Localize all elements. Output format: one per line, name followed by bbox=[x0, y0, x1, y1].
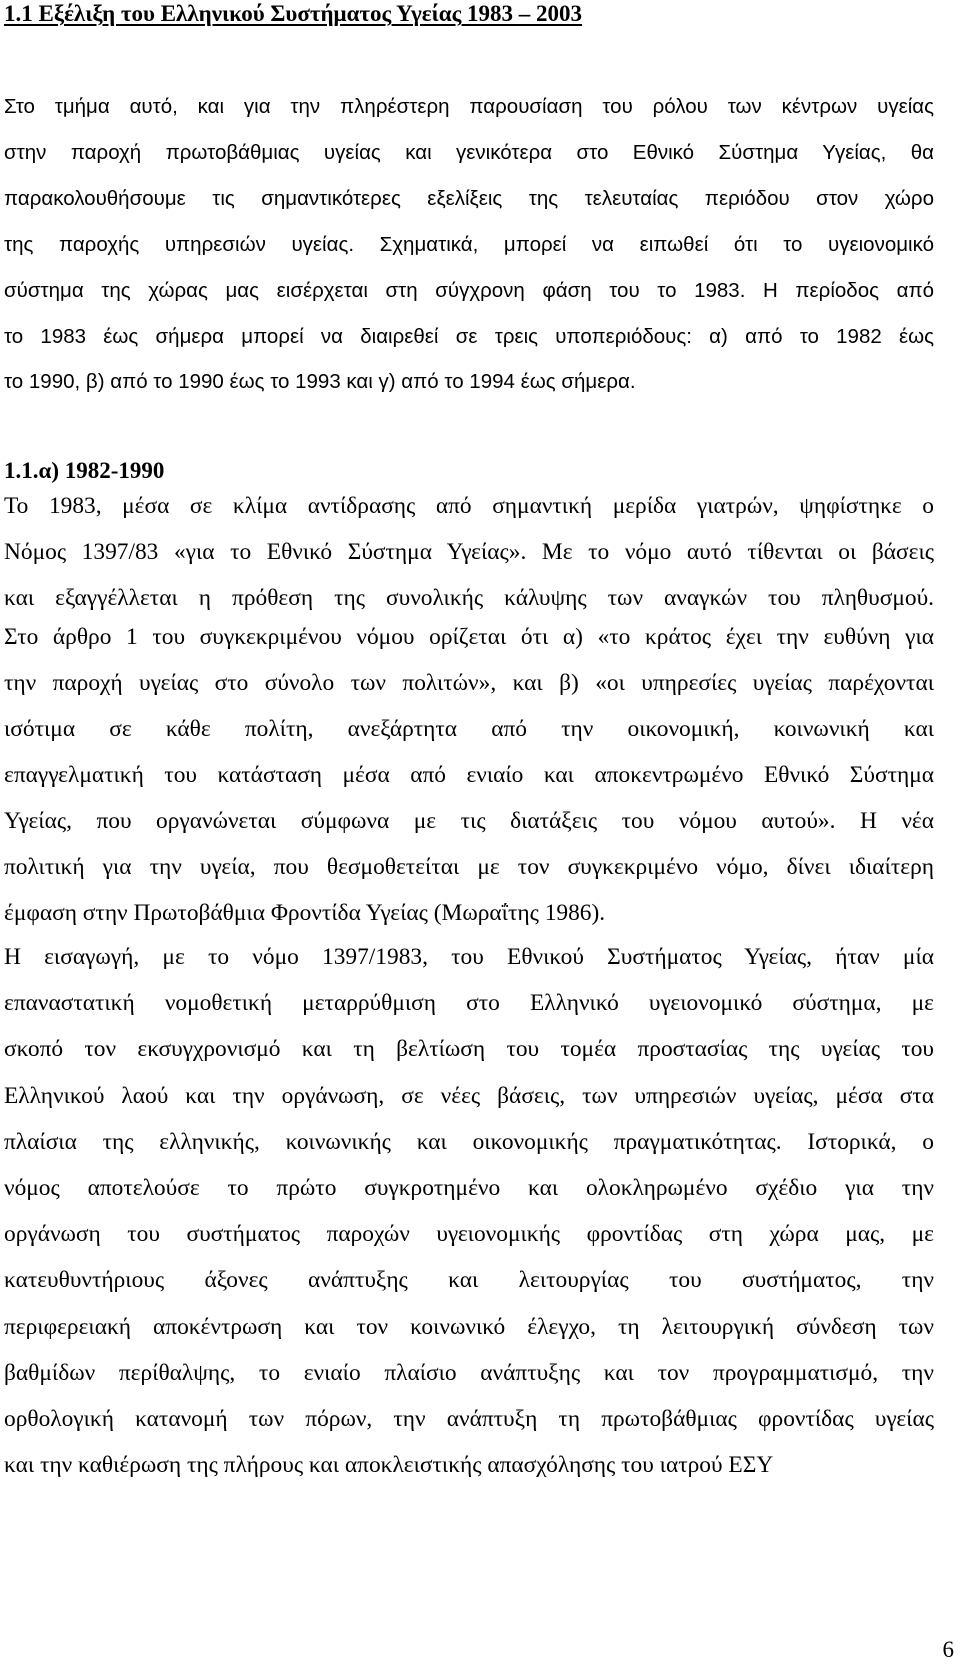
text-line: παρακολουθήσουμε τις σημαντικότερες εξελίξεις της τελευταίας περιόδου στον χώρο bbox=[4, 186, 934, 210]
text-line: το 1983 έως σήμερα μπορεί να διαιρεθεί σε τρεις υποπεριόδους: α) από το 1982 έως bbox=[4, 324, 934, 348]
paragraph-1 bbox=[4, 483, 934, 621]
text-line: σύστημα της χώρας μας εισέρχεται στη σύγχρονη φάση του το 1983. Η περίοδος από bbox=[4, 278, 934, 302]
text-line: Ελληνικού λαού και την οργάνωση, σε νέες βάσεις, των υπηρεσιών υγείας, μέσα στα bbox=[4, 1082, 934, 1109]
intro-paragraph bbox=[4, 84, 934, 405]
text-line: πλαίσια της ελληνικής, κοινωνικής και οικονομικής πραγματικότητας. Ιστορικά, ο bbox=[4, 1128, 934, 1155]
text-line: επαναστατική νομοθετική μεταρρύθμιση στο Ελληνικό υγειονομικό σύστημα, με bbox=[4, 990, 934, 1017]
text-line: Το 1983, μέσα σε κλίμα αντίδρασης από σημαντική μερίδα γιατρών, ψηφίστηκε ο bbox=[4, 493, 934, 519]
section-title: 1.1 Εξέλιξη του Ελληνικού Συστήματος Υγείας 1983 – 2003 bbox=[4, 1, 583, 26]
text-line: Υγείας, που οργανώνεται σύμφωνα με τις διατάξεις του νόμου αυτού». Η νέα bbox=[4, 808, 934, 834]
text-line: έμφαση στην Πρωτοβάθμια Φροντίδα Υγείας (Μωραΐτης 1986). bbox=[4, 900, 606, 926]
text-line: την παροχή υγείας στο σύνολο των πολιτών», και β) «οι υπηρεσίες υγείας παρέχονται bbox=[4, 670, 934, 696]
text-line: Νόμος 1397/83 «για το Εθνικό Σύστημα Υγείας». Με το νόμο αυτό τίθενται οι βάσεις bbox=[4, 539, 934, 565]
subsection-title: 1.1.α) 1982-1990 bbox=[4, 458, 165, 483]
text-line: ορθολογική κατανομή των πόρων, την ανάπτυξη τη πρωτοβάθμιας φροντίδας υγείας bbox=[4, 1406, 934, 1433]
text-line: στην παροχή πρωτοβάθμιας υγείας και γενικότερα στο Εθνικό Σύστημα Υγείας, θα bbox=[4, 140, 934, 164]
text-line: και την καθιέρωση της πλήρους και αποκλειστικής απασχόλησης του ιατρού ΕΣΥ bbox=[4, 1452, 774, 1479]
page-number: 6 bbox=[942, 1637, 954, 1662]
text-line: νόμος αποτελούσε το πρώτο συγκροτημένο και ολοκληρωμένο σχέδιο για την bbox=[4, 1175, 934, 1202]
text-line: περιφερειακή αποκέντρωση και τον κοινωνικό έλεγχο, τη λειτουργική σύνδεση των bbox=[4, 1313, 934, 1340]
text-line: επαγγελματική του κατάσταση μέσα από ενιαίο και αποκεντρωμένο Εθνικό Σύστημα bbox=[4, 762, 934, 788]
text-line: της παροχής υπηρεσιών υγείας. Σχηματικά, μπορεί να ειπωθεί ότι το υγειονομικό bbox=[4, 232, 934, 256]
text-line: σκοπό τον εκσυγχρονισμό και τη βελτίωση του τομέα προστασίας της υγείας του bbox=[4, 1036, 934, 1063]
text-line: οργάνωση του συστήματος παροχών υγειονομικής φροντίδας στη χώρα μας, με bbox=[4, 1221, 934, 1248]
text-line: ισότιμα σε κάθε πολίτη, ανεξάρτητα από την οικονομική, κοινωνική και bbox=[4, 716, 934, 742]
text-line: και εξαγγέλλεται η πρόθεση της συνολικής κάλυψης των αναγκών του πληθυσμού. bbox=[4, 585, 934, 611]
text-line: Στο τμήμα αυτό, και για την πληρέστερη παρουσίαση του ρόλου των κέντρων υγείας bbox=[4, 95, 934, 118]
text-line: κατευθυντήριους άξονες ανάπτυξης και λειτουργίας του συστήματος, την bbox=[4, 1267, 934, 1294]
text-line: Στο άρθρο 1 του συγκεκριμένου νόμου ορίζεται ότι α) «το κράτος έχει την ευθύνη για bbox=[4, 624, 934, 650]
text-line: βαθμίδων περίθαλψης, το ενιαίο πλαίσιο ανάπτυξης και τον προγραμματισμό, την bbox=[4, 1359, 934, 1386]
text-line: πολιτική για την υγεία, που θεσμοθετείται με τον συγκεκριμένο νόμο, δίνει ιδιαίτερη bbox=[4, 854, 934, 880]
paragraph-3 bbox=[4, 934, 934, 1488]
text-line: Η εισαγωγή, με το νόμο 1397/1983, του Εθνικού Συστήματος Υγείας, ήταν μία bbox=[4, 944, 934, 970]
paragraph-2 bbox=[4, 614, 934, 936]
text-line: το 1990, β) από το 1990 έως το 1993 και γ) από το 1994 έως σήμερα. bbox=[4, 370, 636, 394]
